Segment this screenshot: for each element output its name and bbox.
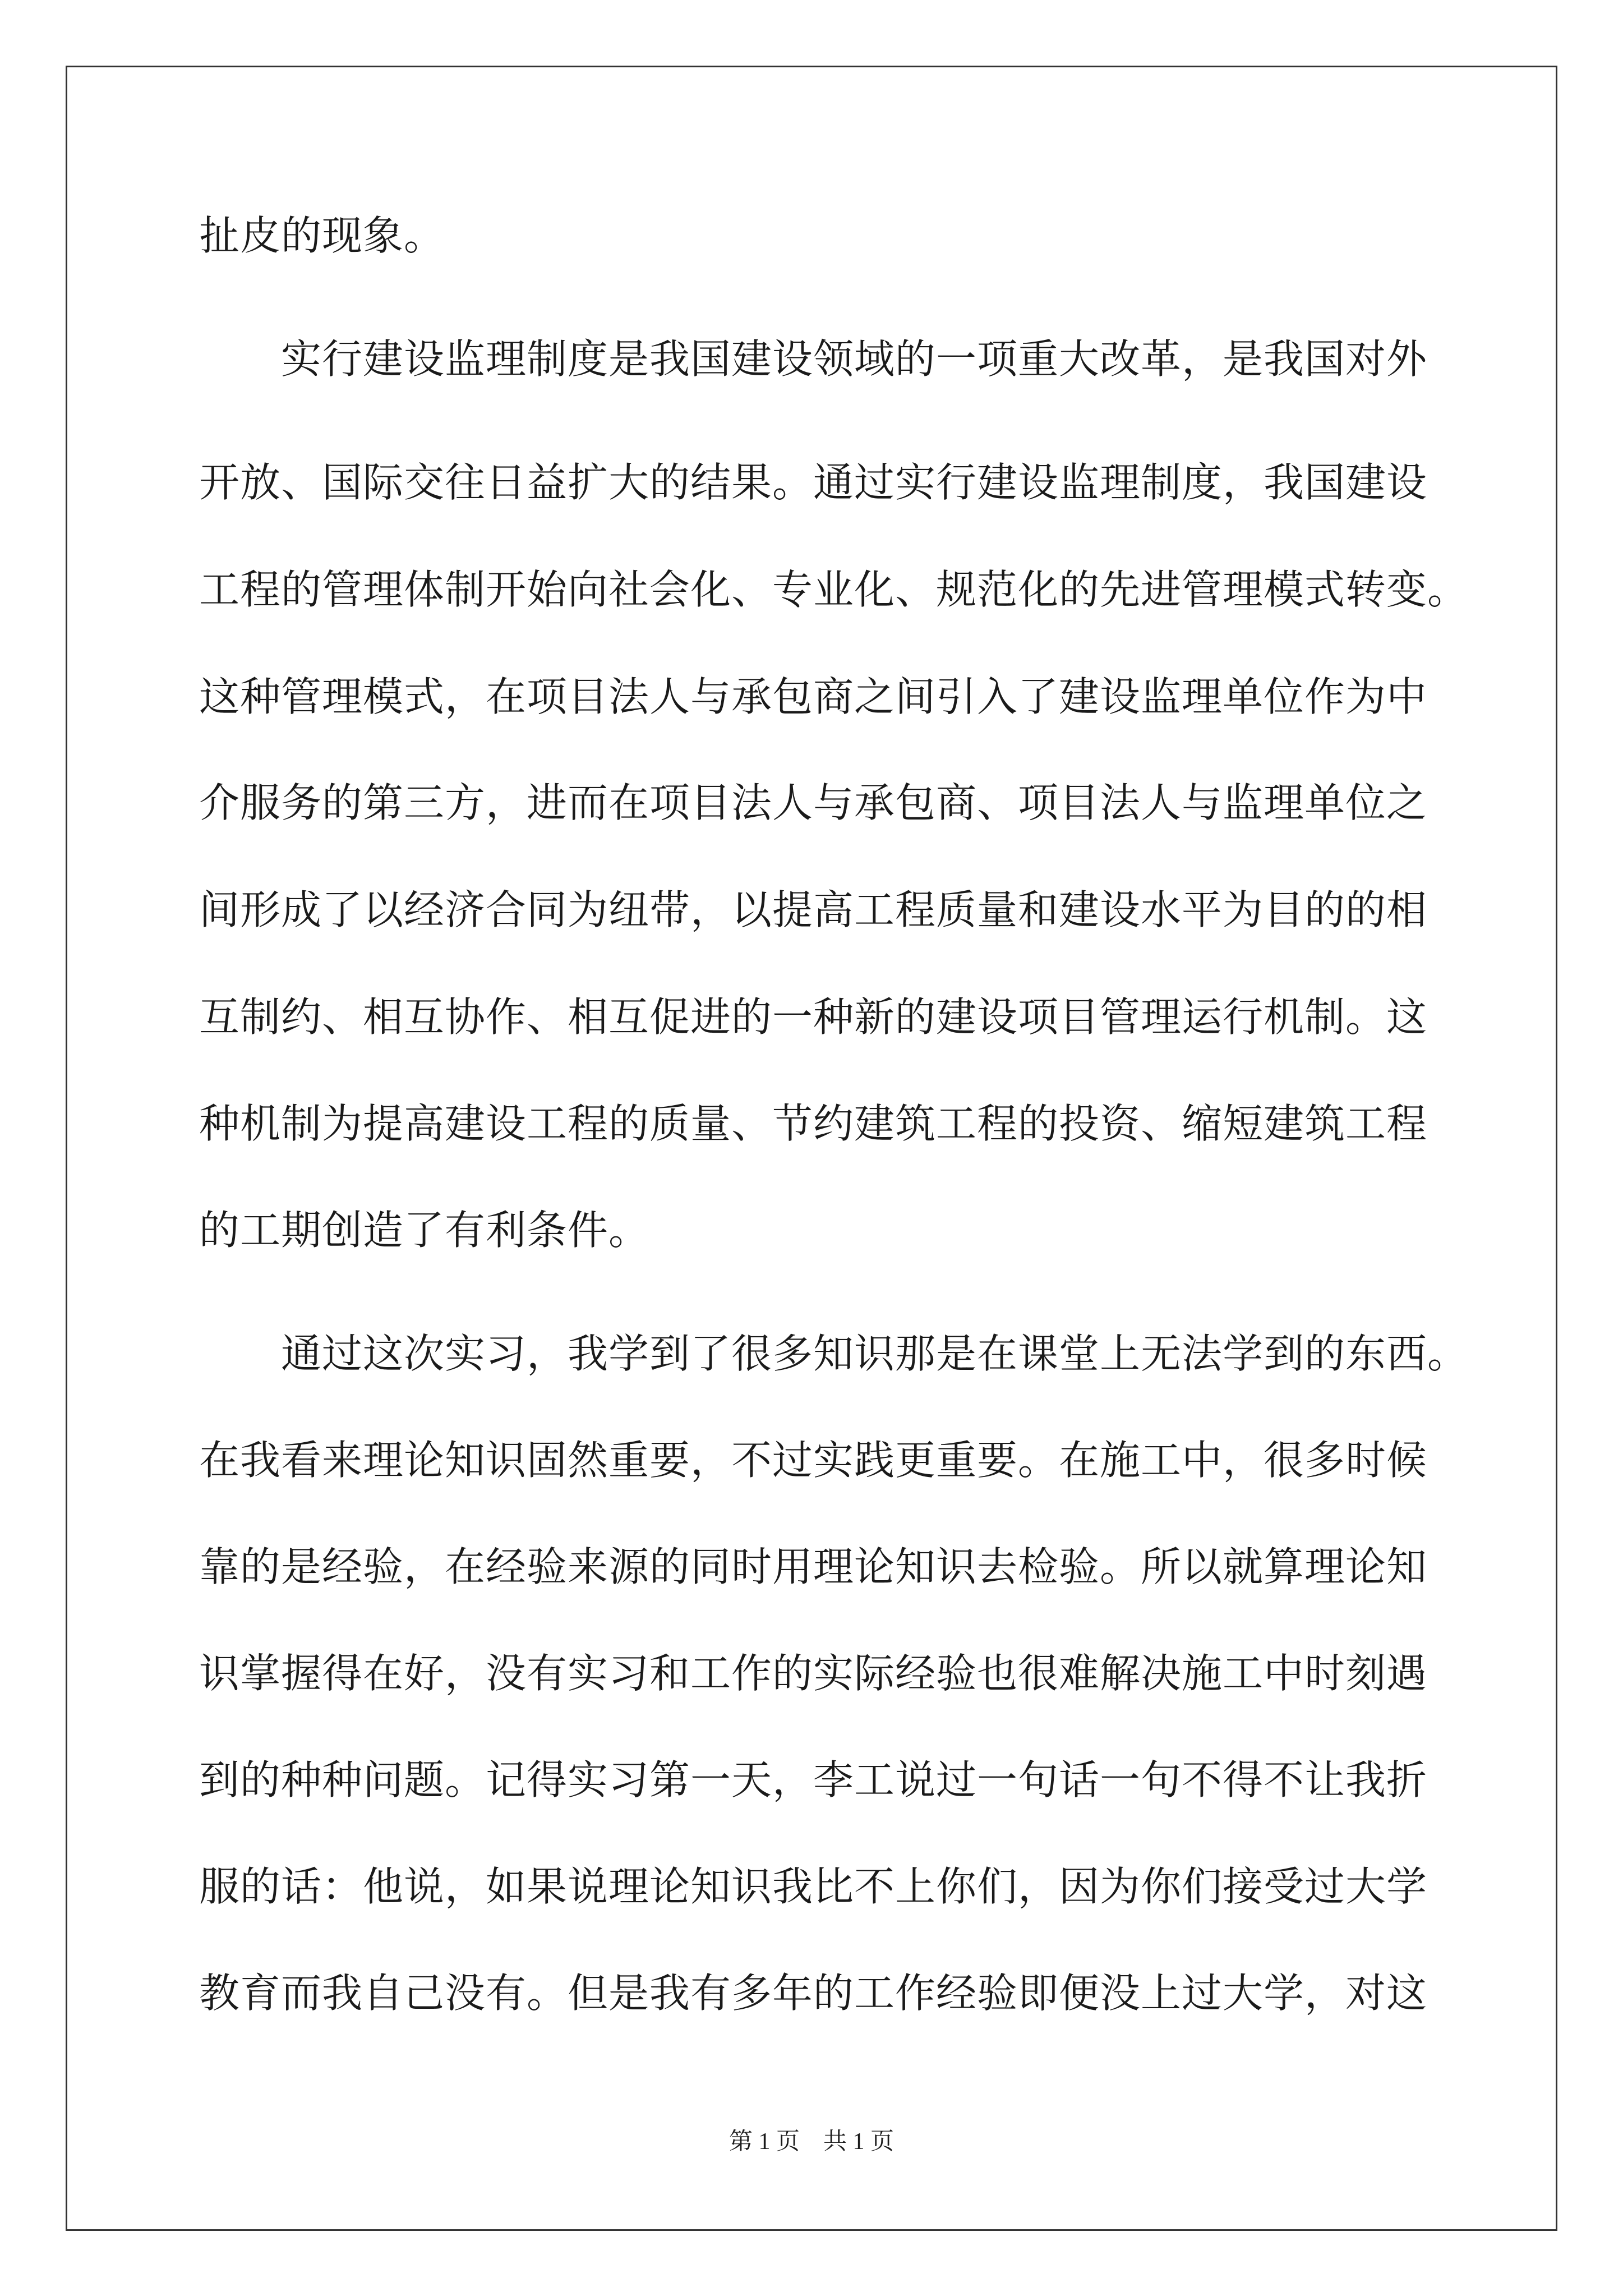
text-line: 扯皮的现象。 [199, 212, 445, 259]
text-line: 介服务的第三方，进而在项目法人与承包商、项目法人与监理单位之 [199, 779, 1428, 826]
text-line: 到的种种问题。记得实习第一天，李工说过一句话一句不得不让我折 [199, 1756, 1428, 1803]
text-line: 这种管理模式，在项目法人与承包商之间引入了建设监理单位作为中 [199, 673, 1428, 720]
text-line: 靠的是经验，在经验来源的同时用理论知识去检验。所以就算理论知 [199, 1543, 1428, 1590]
text-line: 间形成了以经济合同为纽带，以提高工程质量和建设水平为目的的相 [199, 886, 1428, 933]
text-line: 实行建设监理制度是我国建设领域的一项重大改革，是我国对外 [199, 335, 1428, 383]
text-line: 的工期创造了有利条件。 [199, 1207, 650, 1254]
text-line: 开放、国际交往日益扩大的结果。通过实行建设监理制度，我国建设 [199, 459, 1428, 506]
text-line: 在我看来理论知识固然重要，不过实践更重要。在施工中，很多时候 [199, 1437, 1428, 1484]
text-line: 种机制为提高建设工程的质量、节约建筑工程的投资、缩短建筑工程 [199, 1100, 1428, 1147]
text-line: 识掌握得在好，没有实习和工作的实际经验也很难解决施工中时刻遇 [199, 1650, 1428, 1697]
text-line: 互制约、相互协作、相互促进的一种新的建设项目管理运行机制。这 [199, 993, 1428, 1041]
page-number-footer: 第 1 页 共 1 页 [728, 2129, 894, 2155]
text-line: 服的话：他说，如果说理论知识我比不上你们，因为你们接受过大学 [199, 1863, 1428, 1910]
text-line: 教育而我自己没有。但是我有多年的工作经验即便没上过大学，对这 [199, 1970, 1428, 2017]
text-line: 工程的管理体制开始向社会化、专业化、规范化的先进管理模式转变。 [199, 566, 1469, 613]
text-line: 通过这次实习，我学到了很多知识那是在课堂上无法学到的东西。 [199, 1330, 1469, 1377]
